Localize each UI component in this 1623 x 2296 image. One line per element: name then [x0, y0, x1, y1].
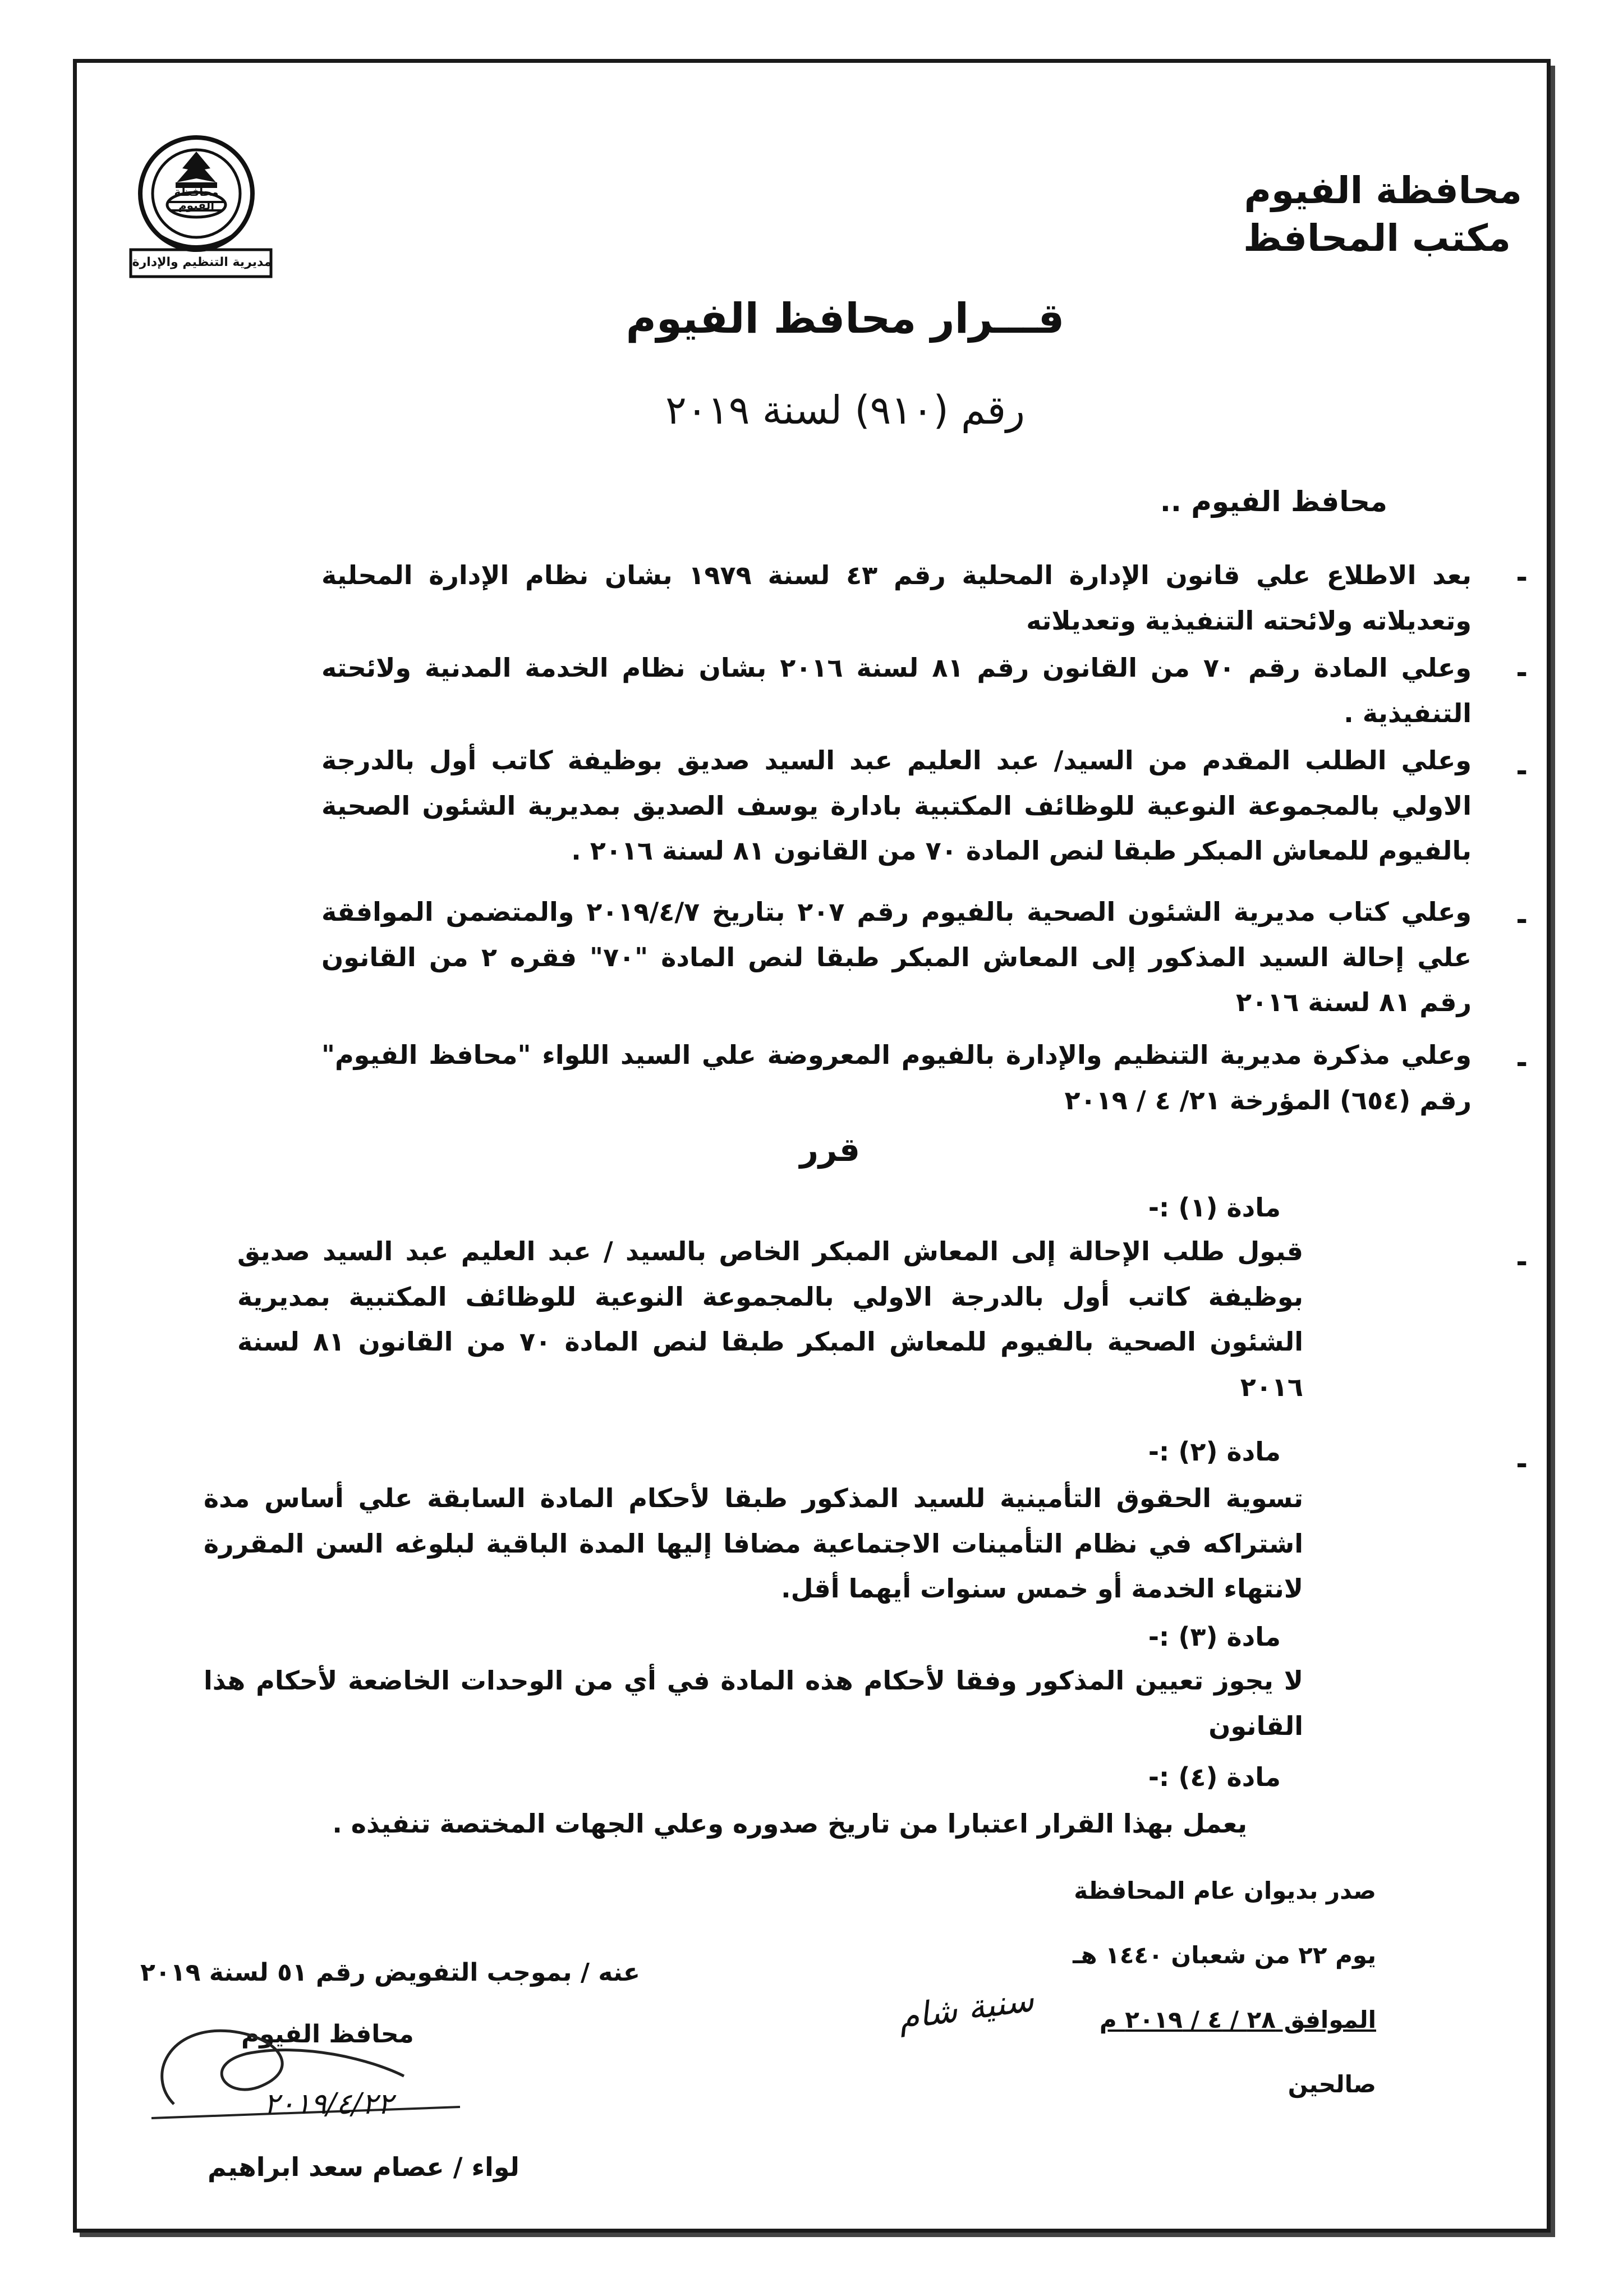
- signature-name: لواء / عصام سعد ابراهيم: [208, 2152, 519, 2182]
- bullet-3: -: [1516, 755, 1528, 787]
- article-3-label: مادة (٣) :-: [1148, 1622, 1281, 1652]
- bullet-4: -: [1516, 903, 1528, 936]
- signature-on-behalf: عنه / بموجب التفويض رقم ٥١ لسنة ٢٠١٩: [140, 1958, 640, 1987]
- bullet-2: -: [1516, 656, 1528, 689]
- bullet-7: -: [1516, 1448, 1528, 1480]
- salutation: محافظ الفيوم ..: [1160, 485, 1387, 518]
- logo-caption: مديرية التنظيم والإدارة: [132, 255, 272, 269]
- signature-title: محافظ الفيوم: [241, 2020, 414, 2049]
- gregorian-date: الموافق ٢٨ / ٤ / ٢٠١٩ م: [1099, 2006, 1376, 2033]
- preamble-item: وعلي مذكرة مديرية التنظيم والإدارة بالفيوم المعروضة علي السيد اللواء "محافظ الفيوم" رقم (٦٥٤) المؤرخة ٢١/ ٤ / ٢٠١٩: [321, 1040, 1472, 1115]
- decision-title: قـــرار محافظ الفيوم: [626, 295, 1065, 343]
- bullet-5: -: [1516, 1046, 1528, 1079]
- preamble-item: بعد الاطلاع علي قانون الإدارة المحلية رقم ٤٣ لسنة ١٩٧٩ بشان نظام الإدارة المحلية وتعديلاته ولائحته التنفيذية وتعديلاته: [321, 560, 1472, 636]
- preamble-item: وعلي المادة رقم ٧٠ من القانون رقم ٨١ لسنة ٢٠١٦ بشان نظام الخدمة المدنية ولائحته التنفيذية .: [321, 653, 1472, 728]
- article-4-text: يعمل بهذا القرار اعتبارا من تاريخ صدوره وعلي الجهات المختصة تنفيذه .: [332, 1808, 1247, 1839]
- issued-at: صدر بديوان عام المحافظة: [1074, 1877, 1376, 1904]
- decides-word: قرر: [799, 1131, 860, 1169]
- article-4-label: مادة (٤) :-: [1148, 1762, 1281, 1792]
- preamble-item: وعلي الطلب المقدم من السيد/ عبد العليم عبد السيد صديق بوظيفة كاتب أول بالدرجة الاولي بالمجموعة النوعية للوظائف المكتبية بادارة يوسف الصديق بمديرية الشئون الصحية بالفيوم للمعاش المبكر طبقا لنص المادة ٧٠ من القانون ٨١ لسنة ٢٠١٦ .: [321, 745, 1472, 866]
- signature-date: ٢٠١٩/٤/٢٢: [264, 2087, 393, 2121]
- article-3-text: لا يجوز تعيين المذكور وفقا لأحكام هذه المادة في أي من الوحدات الخاضعة لأحكام هذا القانون: [204, 1665, 1303, 1741]
- header-office: مكتب المحافظ: [1243, 217, 1511, 260]
- decision-number: رقم (٩١٠) لسنة ٢٠١٩: [665, 387, 1025, 433]
- emblem-text: محافظة الفيوم: [174, 185, 219, 212]
- governorate-logo: [126, 129, 289, 286]
- bullet-1: -: [1516, 561, 1528, 594]
- hijri-date: يوم ٢٢ من شعبان ١٤٤٠ هـ: [1073, 1941, 1376, 1969]
- preamble-item: وعلي كتاب مديرية الشئون الصحية بالفيوم رقم ٢٠٧ بتاريخ ٢٠١٩/٤/٧ والمتضمن الموافقة علي إحالة السيد المذكور إلى المعاش المبكر طبقا لنص المادة "٧٠" فقره ٢ من القانون رقم ٨١ لسنة ٢٠١٦: [321, 897, 1472, 1017]
- header-governorate: محافظة الفيوم: [1244, 169, 1522, 212]
- bullet-6: -: [1516, 1246, 1528, 1278]
- article-2-text: تسوية الحقوق التأمينية للسيد المذكور طبقا لأحكام المادة السابقة علي أساس مدة اشتراكه في نظام التأمينات الاجتماعية مضافا إليها المدة الباقية لبلوغه السن المقررة لانتهاء الخدمة أو خمس سنوات أيهما أقل.: [204, 1483, 1303, 1604]
- article-2-label: مادة (٢) :-: [1148, 1436, 1281, 1467]
- initials: سنية شام: [895, 1980, 1036, 2038]
- article-1-text: قبول طلب الإحالة إلى المعاش المبكر الخاص بالسيد / عبد العليم عبد السيد صديق بوظيفة كاتب أول بالدرجة الاولي بالمجموعة النوعية للوظائف المكتبية بمديرية الشئون الصحية بالفيوم للمعاش المبكر طبقا لنص المادة ٧٠ من القانون ٨١ لسنة ٢٠١٦: [237, 1236, 1303, 1402]
- article-1-label: مادة (١) :-: [1148, 1192, 1281, 1223]
- reviewer-name: صالحين: [1288, 2070, 1376, 2098]
